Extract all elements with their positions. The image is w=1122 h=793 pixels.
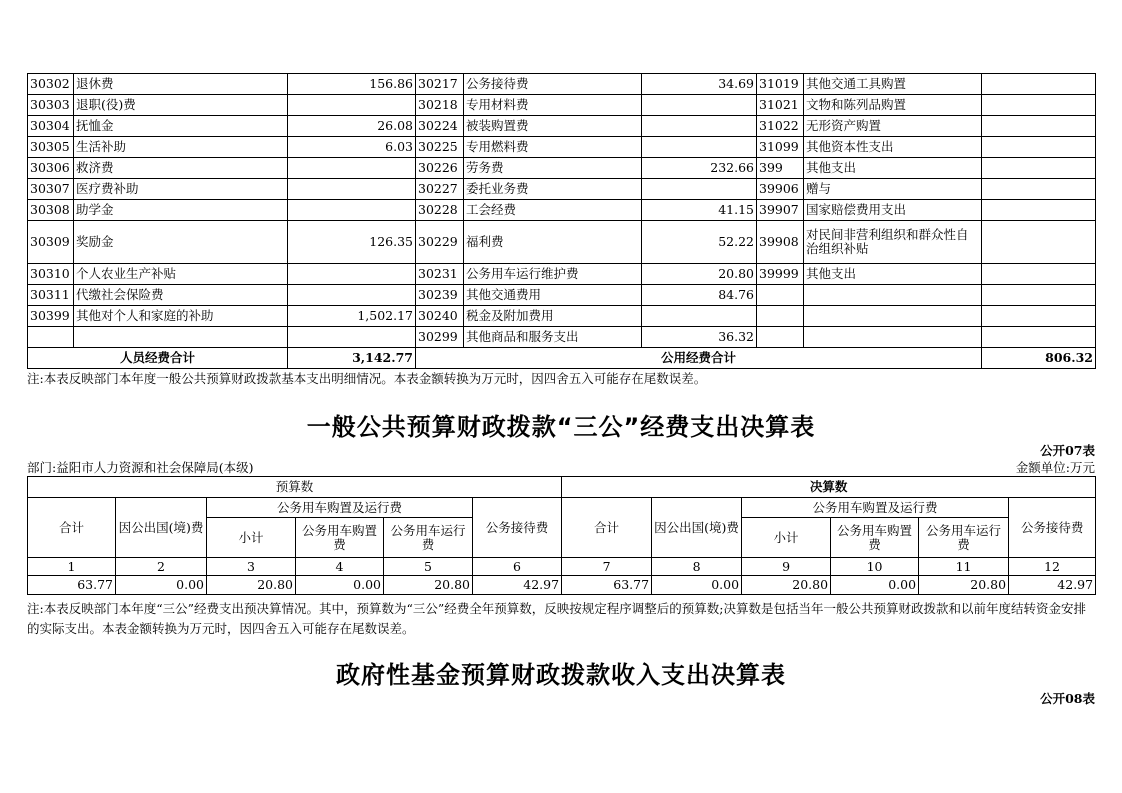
detail-name: 奖励金 xyxy=(74,221,288,264)
detail-name: 其他支出 xyxy=(804,264,982,285)
detail-code: 39907 xyxy=(757,200,804,221)
detail-amount xyxy=(982,179,1096,200)
detail-name: 赠与 xyxy=(804,179,982,200)
detail-amount xyxy=(982,116,1096,137)
department-label: 部门:益阳市人力资源和社会保障局(本级) xyxy=(27,460,254,475)
detail-name: 被装购置费 xyxy=(464,116,642,137)
column-index: 6 xyxy=(473,558,562,576)
detail-code: 30305 xyxy=(28,137,74,158)
detail-code xyxy=(757,306,804,327)
amount-cell: 20.80 xyxy=(207,576,296,595)
detail-code: 30218 xyxy=(416,95,464,116)
detail-code xyxy=(28,327,74,348)
detail-row xyxy=(28,179,1096,200)
amount-cell: 63.77 xyxy=(562,576,652,595)
detail-code: 30303 xyxy=(28,95,74,116)
personnel-total-label: 人员经费合计 xyxy=(28,348,288,369)
detail-name: 专用材料费 xyxy=(464,95,642,116)
amount-cell: 42.97 xyxy=(473,576,562,595)
detail-name xyxy=(804,327,982,348)
column-index: 11 xyxy=(919,558,1009,576)
column-index: 1 xyxy=(28,558,116,576)
final-car-run-header: 公务用车运行费 xyxy=(919,518,1009,558)
personnel-total-value: 3,142.77 xyxy=(288,348,416,369)
detail-name: 其他对个人和家庭的补助 xyxy=(74,306,288,327)
detail-name: 对民间非营利组织和群众性自治组织补贴 xyxy=(804,221,982,264)
detail-amount xyxy=(982,285,1096,306)
detail-amount xyxy=(982,158,1096,179)
detail-row xyxy=(28,137,1096,158)
column-index: 5 xyxy=(384,558,473,576)
table-code-07: 公开07表 xyxy=(1040,443,1095,458)
detail-code: 31099 xyxy=(757,137,804,158)
detail-code: 399 xyxy=(757,158,804,179)
detail-code: 30302 xyxy=(28,74,74,95)
detail-code: 30225 xyxy=(416,137,464,158)
detail-amount xyxy=(982,200,1096,221)
detail-amount xyxy=(982,327,1096,348)
detail-code: 31019 xyxy=(757,74,804,95)
budget-subtotal-header: 小计 xyxy=(207,518,296,558)
detail-name: 其他交通费用 xyxy=(464,285,642,306)
detail-name xyxy=(804,306,982,327)
detail-name: 助学金 xyxy=(74,200,288,221)
detail-code xyxy=(757,327,804,348)
detail-code: 30217 xyxy=(416,74,464,95)
detail-code: 30224 xyxy=(416,116,464,137)
detail-name: 生活补助 xyxy=(74,137,288,158)
detail-name: 其他商品和服务支出 xyxy=(464,327,642,348)
detail-amount xyxy=(288,285,416,306)
detail-code: 30299 xyxy=(416,327,464,348)
amount-cell: 0.00 xyxy=(116,576,207,595)
detail-code: 30399 xyxy=(28,306,74,327)
detail-name: 国家赔偿费用支出 xyxy=(804,200,982,221)
sangong-expenditure-table xyxy=(27,476,1096,595)
detail-name: 救济费 xyxy=(74,158,288,179)
detail-amount: 26.08 xyxy=(288,116,416,137)
detail-code: 30306 xyxy=(28,158,74,179)
note-table-2: 注:本表反映部门本年度“三公”经费支出预决算情况。其中，预算数为“三公”经费全年预算数，反映按规定程序调整后的预算数;决算数是包括当年一般公共预算财政拨款和以前年度结转资金安排的实际支出。本表金额转换为万元时，因四舍五入可能存在尾数误差。 xyxy=(27,601,1086,636)
detail-code: 30229 xyxy=(416,221,464,264)
detail-name xyxy=(804,285,982,306)
budget-abroad-header: 因公出国(境)费 xyxy=(116,498,207,558)
detail-amount: 6.03 xyxy=(288,137,416,158)
detail-code xyxy=(757,285,804,306)
detail-code: 31022 xyxy=(757,116,804,137)
detail-code: 30304 xyxy=(28,116,74,137)
detail-row xyxy=(28,285,1096,306)
detail-code: 30307 xyxy=(28,179,74,200)
detail-amount xyxy=(642,116,757,137)
amount-cell: 0.00 xyxy=(296,576,384,595)
detail-code: 30309 xyxy=(28,221,74,264)
detail-code: 30239 xyxy=(416,285,464,306)
unit-label: 金额单位:万元 xyxy=(1015,460,1095,475)
column-index: 10 xyxy=(831,558,919,576)
budget-total-header: 合计 xyxy=(28,498,116,558)
public-total-value: 806.32 xyxy=(982,348,1096,369)
detail-code: 30231 xyxy=(416,264,464,285)
detail-row xyxy=(28,74,1096,95)
detail-name: 公务用车运行维护费 xyxy=(464,264,642,285)
detail-name: 福利费 xyxy=(464,221,642,264)
detail-name: 退休费 xyxy=(74,74,288,95)
amount-cell: 42.97 xyxy=(1009,576,1096,595)
detail-row xyxy=(28,221,1096,264)
amount-cell: 63.77 xyxy=(28,576,116,595)
detail-amount xyxy=(982,74,1096,95)
amount-cell: 20.80 xyxy=(742,576,831,595)
detail-name: 医疗费补助 xyxy=(74,179,288,200)
basic-expenditure-detail-table xyxy=(27,73,1096,369)
detail-name: 公务接待费 xyxy=(464,74,642,95)
detail-amount: 1,502.17 xyxy=(288,306,416,327)
amount-cell: 20.80 xyxy=(384,576,473,595)
detail-row xyxy=(28,264,1096,285)
detail-name: 专用燃料费 xyxy=(464,137,642,158)
detail-name: 退职(役)费 xyxy=(74,95,288,116)
detail-name: 劳务费 xyxy=(464,158,642,179)
detail-code: 31021 xyxy=(757,95,804,116)
detail-row xyxy=(28,200,1096,221)
detail-row xyxy=(28,306,1096,327)
values-row xyxy=(28,576,1096,595)
detail-name: 其他交通工具购置 xyxy=(804,74,982,95)
budget-header: 预算数 xyxy=(28,477,562,498)
fund-table-title: 政府性基金预算财政拨款收入支出决算表 xyxy=(336,661,786,689)
column-index: 8 xyxy=(652,558,742,576)
column-index: 4 xyxy=(296,558,384,576)
detail-amount xyxy=(288,264,416,285)
public-total-label: 公用经费合计 xyxy=(416,348,982,369)
detail-row xyxy=(28,116,1096,137)
detail-amount xyxy=(288,200,416,221)
column-index: 2 xyxy=(116,558,207,576)
detail-name: 税金及附加费用 xyxy=(464,306,642,327)
final-car-purchase-header: 公务用车购置费 xyxy=(831,518,919,558)
detail-amount xyxy=(982,264,1096,285)
detail-amount: 52.22 xyxy=(642,221,757,264)
detail-row xyxy=(28,158,1096,179)
budget-reception-header: 公务接待费 xyxy=(473,498,562,558)
detail-amount: 232.66 xyxy=(642,158,757,179)
detail-amount xyxy=(288,95,416,116)
detail-amount xyxy=(982,95,1096,116)
detail-amount xyxy=(982,306,1096,327)
detail-code: 30227 xyxy=(416,179,464,200)
detail-name: 其他支出 xyxy=(804,158,982,179)
detail-name xyxy=(74,327,288,348)
detail-code: 30310 xyxy=(28,264,74,285)
detail-amount: 34.69 xyxy=(642,74,757,95)
detail-amount: 41.15 xyxy=(642,200,757,221)
final-subtotal-header: 小计 xyxy=(742,518,831,558)
detail-amount: 126.35 xyxy=(288,221,416,264)
detail-amount: 36.32 xyxy=(642,327,757,348)
detail-name: 代缴社会保险费 xyxy=(74,285,288,306)
amount-cell: 20.80 xyxy=(919,576,1009,595)
detail-code: 30240 xyxy=(416,306,464,327)
detail-code: 30226 xyxy=(416,158,464,179)
detail-amount xyxy=(642,306,757,327)
detail-amount xyxy=(642,137,757,158)
final-header: 决算数 xyxy=(562,477,1096,498)
detail-amount xyxy=(288,327,416,348)
amount-cell: 0.00 xyxy=(831,576,919,595)
budget-car-purchase-header: 公务用车购置费 xyxy=(296,518,384,558)
column-index: 7 xyxy=(562,558,652,576)
final-car-group-header: 公务用车购置及运行费 xyxy=(742,498,1009,518)
totals-row xyxy=(28,348,1096,369)
column-index: 3 xyxy=(207,558,296,576)
detail-code: 39999 xyxy=(757,264,804,285)
budget-car-group-header: 公务用车购置及运行费 xyxy=(207,498,473,518)
detail-code: 39908 xyxy=(757,221,804,264)
final-total-header: 合计 xyxy=(562,498,652,558)
column-index: 9 xyxy=(742,558,831,576)
detail-name: 抚恤金 xyxy=(74,116,288,137)
detail-name: 工会经费 xyxy=(464,200,642,221)
amount-cell: 0.00 xyxy=(652,576,742,595)
detail-code: 30228 xyxy=(416,200,464,221)
detail-amount: 156.86 xyxy=(288,74,416,95)
detail-amount xyxy=(642,179,757,200)
final-abroad-header: 因公出国(境)费 xyxy=(652,498,742,558)
detail-name: 无形资产购置 xyxy=(804,116,982,137)
detail-name: 个人农业生产补贴 xyxy=(74,264,288,285)
final-reception-header: 公务接待费 xyxy=(1009,498,1096,558)
table-code-08: 公开08表 xyxy=(1040,691,1095,706)
detail-name: 文物和陈列品购置 xyxy=(804,95,982,116)
detail-amount xyxy=(982,221,1096,264)
detail-amount xyxy=(642,95,757,116)
column-index: 12 xyxy=(1009,558,1096,576)
detail-amount xyxy=(288,158,416,179)
sangong-table-title: 一般公共预算财政拨款“三公”经费支出决算表 xyxy=(306,413,816,441)
detail-row xyxy=(28,95,1096,116)
detail-code: 30308 xyxy=(28,200,74,221)
detail-amount xyxy=(982,137,1096,158)
budget-car-run-header: 公务用车运行费 xyxy=(384,518,473,558)
detail-amount xyxy=(288,179,416,200)
column-index-row xyxy=(28,558,1096,576)
detail-name: 委托业务费 xyxy=(464,179,642,200)
detail-amount: 84.76 xyxy=(642,285,757,306)
detail-row xyxy=(28,327,1096,348)
detail-code: 39906 xyxy=(757,179,804,200)
detail-amount: 20.80 xyxy=(642,264,757,285)
note-table-1: 注:本表反映部门本年度一般公共预算财政拨款基本支出明细情况。本表金额转换为万元时，因四舍五入可能存在尾数误差。 xyxy=(27,371,707,386)
detail-code: 30311 xyxy=(28,285,74,306)
detail-name: 其他资本性支出 xyxy=(804,137,982,158)
